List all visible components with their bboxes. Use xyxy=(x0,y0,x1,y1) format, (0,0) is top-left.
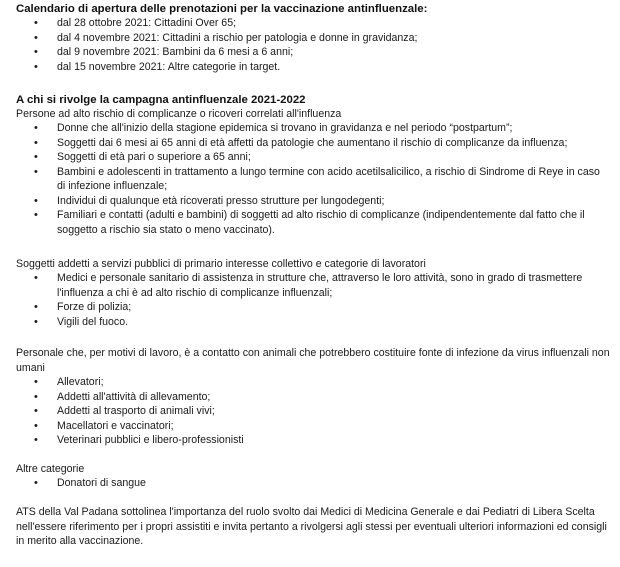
bullet-icon: • xyxy=(34,31,38,44)
list-item-text: Familiari e contatti (adulti e bambini) di soggetti ad alto rischio di complicanze (indipendentemente dal fatto che il soggetto a rischio sia stato o meno vaccinato). xyxy=(57,209,585,236)
high-risk-intro: Persone ad alto rischio di complicanze o ricoveri correlati all'influenza xyxy=(16,108,342,120)
bullet-icon: • xyxy=(34,405,38,417)
list-item-text: Vigili del fuoco. xyxy=(57,315,129,328)
list-item-text: Donatori di sangue xyxy=(57,477,146,489)
list-item-text: Bambini e adolescenti in trattamento a lungo termine con acido acetilsalicilico, a rischio di Sindrome di Reye in caso di infezione influenzale; xyxy=(57,165,600,192)
high-risk-list xyxy=(30,121,610,237)
bullet-icon: • xyxy=(34,46,38,58)
list-item xyxy=(30,271,610,300)
list-item xyxy=(30,404,610,419)
bullet-icon: • xyxy=(34,272,38,284)
list-item xyxy=(30,45,610,60)
list-item xyxy=(30,375,610,390)
services-intro: Soggetti addetti a servizi pubblici di primario interesse collettivo e categorie di lavoratori xyxy=(16,258,426,270)
list-item-text: Soggetti dai 6 mesi ai 65 anni di età affetti da patologie che aumentano il rischio di complicanze da influenza; xyxy=(57,136,568,149)
bullet-icon: • xyxy=(34,419,38,432)
list-item-text: dal 28 ottobre 2021: Cittadini Over 65; xyxy=(57,17,237,29)
list-item xyxy=(30,476,610,491)
list-item xyxy=(30,60,610,75)
list-item xyxy=(30,315,610,330)
list-item-text: Donne che all'inizio della stagione epidemica si trovano in gravidanza e nel periodo “postpartum”; xyxy=(57,122,513,134)
list-item xyxy=(30,194,610,209)
other-intro: Altre categorie xyxy=(16,463,85,475)
bullet-icon: • xyxy=(34,209,38,221)
bullet-icon: • xyxy=(34,136,38,149)
list-item xyxy=(30,433,610,448)
list-item xyxy=(30,419,610,434)
list-item xyxy=(30,208,610,237)
bullet-icon: • xyxy=(34,376,38,388)
list-item xyxy=(30,16,610,31)
services-list xyxy=(30,271,610,329)
list-item xyxy=(30,390,610,405)
closing-paragraph: ATS della Val Padana sottolinea l'importanza del ruolo svolto dai Medici di Medicina Generale e dai Pediatri di Libera Scelta nell'essere riferimento per i propri assistiti e invita pertanto a rivolgersi agli stessi per eventuali ulteriori informazioni ed consigli in merito alla vaccinazione. xyxy=(16,506,607,547)
bullet-icon: • xyxy=(34,477,38,489)
bullet-icon: • xyxy=(34,17,38,29)
bullet-icon: • xyxy=(34,301,38,313)
bullet-icon: • xyxy=(34,390,38,403)
list-item xyxy=(30,165,610,194)
bullet-icon: • xyxy=(34,315,38,328)
bullet-icon: • xyxy=(34,151,38,163)
list-item-text: Soggetti di età pari o superiore a 65 anni; xyxy=(57,151,251,163)
animals-intro: Personale che, per motivi di lavoro, è a contatto con animali che potrebbero costituire fonte di infezione da virus influenzali non umani xyxy=(16,347,610,374)
list-item-text: Allevatori; xyxy=(57,376,104,388)
list-item-text: Addetti al trasporto di animali vivi; xyxy=(57,405,215,417)
list-item xyxy=(30,31,610,46)
list-item-text: Individui di qualunque età ricoverati presso strutture per lungodegenti; xyxy=(57,194,385,207)
list-item-text: dal 4 novembre 2021: Cittadini a rischio per patologia e donne in gravidanza; xyxy=(57,31,418,44)
list-item-text: Addetti all'attività di allevamento; xyxy=(57,390,211,403)
list-item-text: dal 15 novembre 2021: Altre categorie in target. xyxy=(57,60,281,73)
list-item-text: Medici e personale sanitario di assistenza in strutture che, attraverso le loro attività, sono in grado di trasmettere l'influenza a chi è ad alto rischio di complicanze influenzali; xyxy=(57,272,583,299)
bullet-icon: • xyxy=(34,194,38,207)
calendar-list xyxy=(30,16,610,74)
other-list xyxy=(30,476,610,491)
list-item-text: Forze di polizia; xyxy=(57,301,132,313)
list-item xyxy=(30,150,610,165)
campaign-heading: A chi si rivolge la campagna antinfluenzale 2021-2022 xyxy=(16,94,306,106)
list-item-text: dal 9 novembre 2021: Bambini da 6 mesi a 6 anni; xyxy=(57,46,294,58)
list-item xyxy=(30,300,610,315)
bullet-icon: • xyxy=(34,60,38,73)
bullet-icon: • xyxy=(34,122,38,134)
list-item-text: Macellatori e vaccinatori; xyxy=(57,419,174,432)
list-item-text: Veterinari pubblici e libero-professionisti xyxy=(57,434,244,446)
animals-list xyxy=(30,375,610,448)
bullet-icon: • xyxy=(34,165,38,178)
calendar-heading: Calendario di apertura delle prenotazioni per la vaccinazione antinfluenzale: xyxy=(16,3,428,15)
list-item xyxy=(30,121,610,136)
bullet-icon: • xyxy=(34,434,38,446)
list-item xyxy=(30,136,610,151)
